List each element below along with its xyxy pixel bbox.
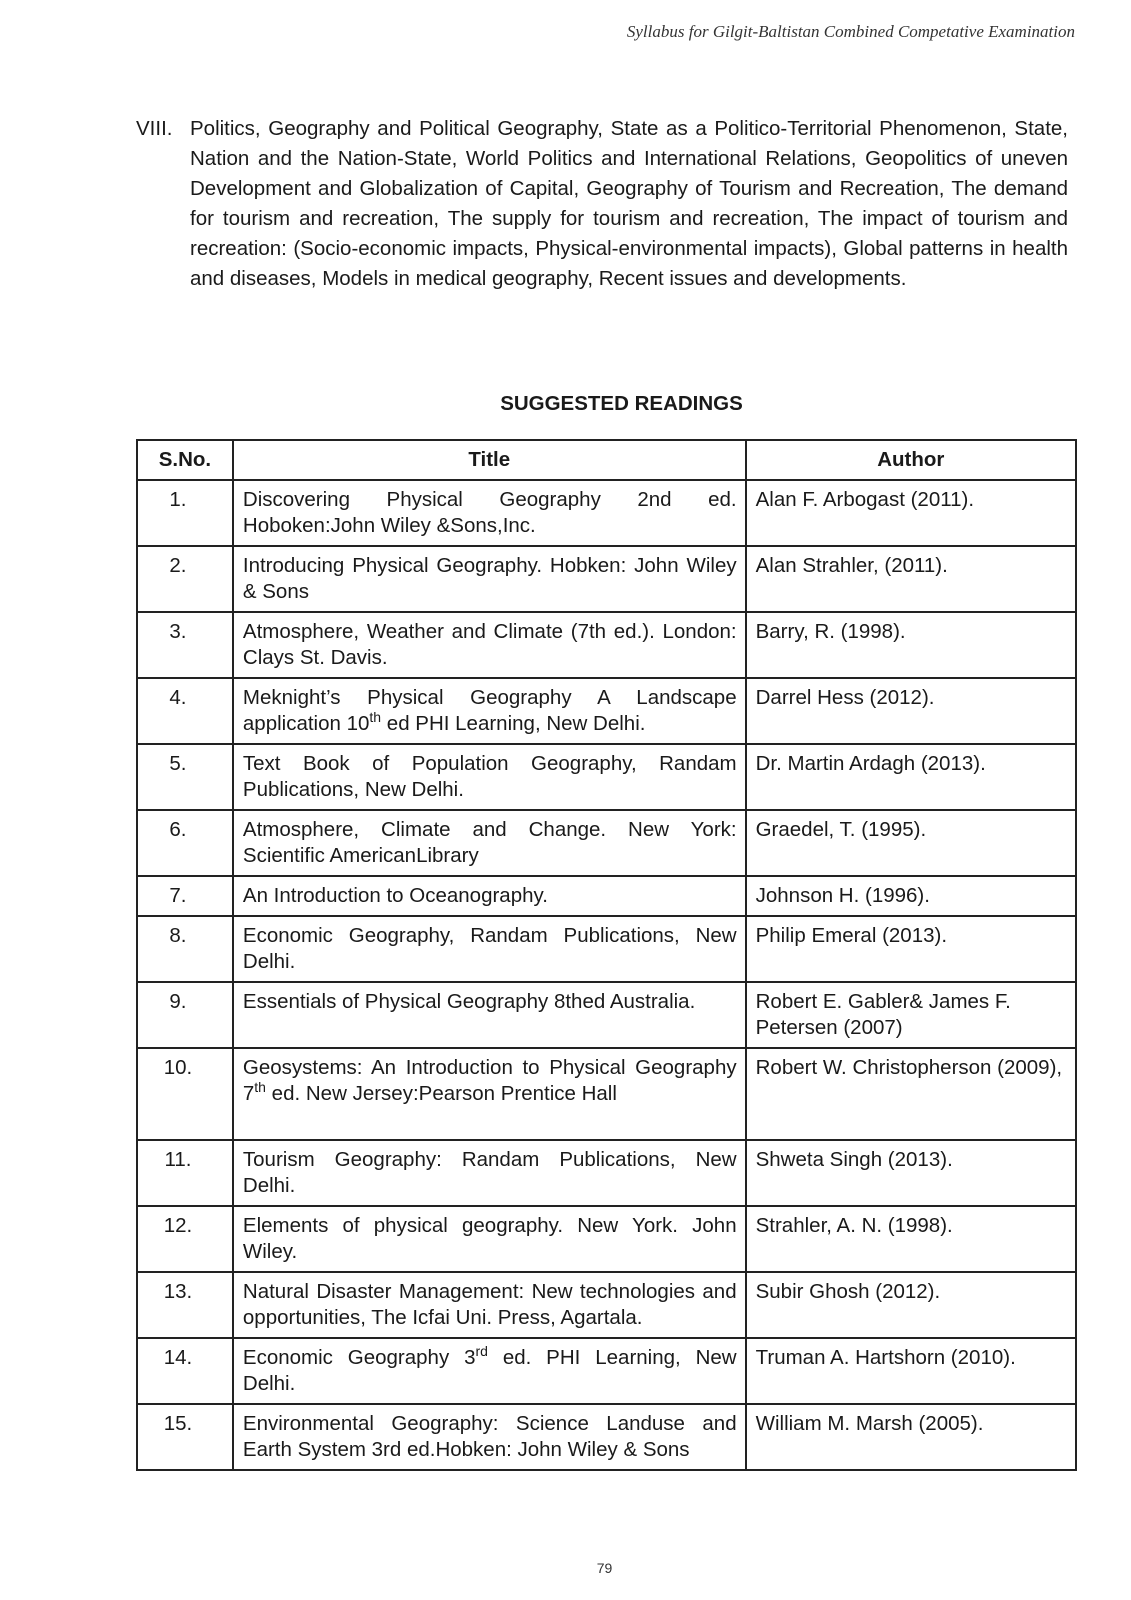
header-title: Title	[233, 440, 746, 480]
row-title: An Introduction to Oceanography.	[233, 876, 746, 916]
row-title	[233, 1048, 746, 1140]
table-row	[137, 1338, 1076, 1404]
row-sno: 15.	[137, 1404, 233, 1470]
readings-heading: SUGGESTED READINGS	[500, 392, 743, 415]
section-number: VIII.	[136, 117, 173, 140]
title-part: Economic Geography 3	[242, 1346, 476, 1369]
table-row	[137, 1404, 1076, 1470]
title-superscript: rd	[475, 1343, 488, 1360]
row-author: Robert E. Gabler& James F. Petersen (2007)	[746, 982, 1076, 1048]
row-title: Atmosphere, Climate and Change. New York: Scientific AmericanLibrary	[233, 810, 746, 876]
title-superscript: th	[254, 1079, 266, 1096]
section-text: Politics, Geography and Political Geography, State as a Politico-Territorial Phenomenon, State, Nation and the Nation-State, World Politics and International Relations, Geopolitics of uneven Development and Globalization of Capital, Geography of Tourism and Recreation, The demand for tourism and recreation, The supply for tourism and recreation, The impact of tourism and recreation: (Socio-economic impacts, Physical-environmental impacts), Global patterns in health and diseases, Models in medical geography, Recent issues and developments.	[190, 117, 1068, 290]
row-author: Darrel Hess (2012).	[746, 678, 1076, 744]
title-part: Meknight’s Physical Geography A Landscape application 10	[242, 686, 737, 735]
running-header: Syllabus for Gilgit-Baltistan Combined Competative Examination	[626, 22, 1075, 41]
row-author: Graedel, T. (1995).	[746, 810, 1076, 876]
row-author: Truman A. Hartshorn (2010).	[746, 1338, 1076, 1404]
table-row	[137, 480, 1076, 546]
table-row	[137, 1272, 1076, 1338]
row-sno: 12.	[137, 1206, 233, 1272]
row-sno: 10.	[137, 1048, 233, 1140]
row-sno: 4.	[137, 678, 233, 744]
row-sno: 13.	[137, 1272, 233, 1338]
row-sno: 14.	[137, 1338, 233, 1404]
row-title: Environmental Geography: Science Landuse and Earth System 3rd ed.Hobken: John Wiley & Sons	[233, 1404, 746, 1470]
syllabus-section-viii	[136, 114, 1068, 294]
table-row	[137, 810, 1076, 876]
title-part: ed. New Jersey:Pearson Prentice Hall	[265, 1082, 617, 1105]
row-title: Economic Geography, Randam Publications, New Delhi.	[233, 916, 746, 982]
row-title: Natural Disaster Management: New technologies and opportunities, The Icfai Uni. Press, Agartala.	[233, 1272, 746, 1338]
header-author: Author	[746, 440, 1076, 480]
row-sno: 8.	[137, 916, 233, 982]
row-author: Alan F. Arbogast (2011).	[746, 480, 1076, 546]
row-sno: 1.	[137, 480, 233, 546]
row-title: Atmosphere, Weather and Climate (7th ed.). London: Clays St. Davis.	[233, 612, 746, 678]
row-author: Subir Ghosh (2012).	[746, 1272, 1076, 1338]
row-title: Essentials of Physical Geography 8thed Australia.	[233, 982, 746, 1048]
row-sno: 6.	[137, 810, 233, 876]
row-author: Alan Strahler, (2011).	[746, 546, 1076, 612]
table-row	[137, 546, 1076, 612]
page-number: 79	[596, 1560, 613, 1576]
row-title	[233, 1338, 746, 1404]
title-part: ed. PHI Learning, New Delhi.	[242, 1346, 737, 1395]
row-title: Elements of physical geography. New York. John Wiley.	[233, 1206, 746, 1272]
row-title	[233, 678, 746, 744]
row-author: Philip Emeral (2013).	[746, 916, 1076, 982]
row-author: Johnson H. (1996).	[746, 876, 1076, 916]
row-title: Introducing Physical Geography. Hobken: John Wiley & Sons	[233, 546, 746, 612]
table-row	[137, 916, 1076, 982]
row-sno: 5.	[137, 744, 233, 810]
row-author: Shweta Singh (2013).	[746, 1140, 1076, 1206]
table-row	[137, 1140, 1076, 1206]
row-author: Strahler, A. N. (1998).	[746, 1206, 1076, 1272]
title-part: Geosystems: An Introduction to Physical Geography 7	[242, 1056, 737, 1105]
row-sno: 11.	[137, 1140, 233, 1206]
table-row	[137, 678, 1076, 744]
table-row	[137, 744, 1076, 810]
row-sno: 3.	[137, 612, 233, 678]
table-row	[137, 982, 1076, 1048]
row-author: Dr. Martin Ardagh (2013).	[746, 744, 1076, 810]
table-row	[137, 612, 1076, 678]
row-author: William M. Marsh (2005).	[746, 1404, 1076, 1470]
row-author: Barry, R. (1998).	[746, 612, 1076, 678]
readings-table	[136, 439, 1077, 1471]
title-part: ed PHI Learning, New Delhi.	[381, 712, 646, 735]
table-row	[137, 1206, 1076, 1272]
row-sno: 9.	[137, 982, 233, 1048]
row-author: Robert W. Christopherson (2009),	[746, 1048, 1076, 1140]
table-row	[137, 1048, 1076, 1140]
table-row	[137, 876, 1076, 916]
row-title: Tourism Geography: Randam Publications, New Delhi.	[233, 1140, 746, 1206]
row-sno: 7.	[137, 876, 233, 916]
row-sno: 2.	[137, 546, 233, 612]
title-superscript: th	[369, 709, 382, 726]
table-header-row	[137, 440, 1076, 480]
row-title: Discovering Physical Geography 2nd ed. Hoboken:John Wiley &Sons,Inc.	[233, 480, 746, 546]
header-sno: S.No.	[137, 440, 233, 480]
row-title: Text Book of Population Geography, Randam Publications, New Delhi.	[233, 744, 746, 810]
